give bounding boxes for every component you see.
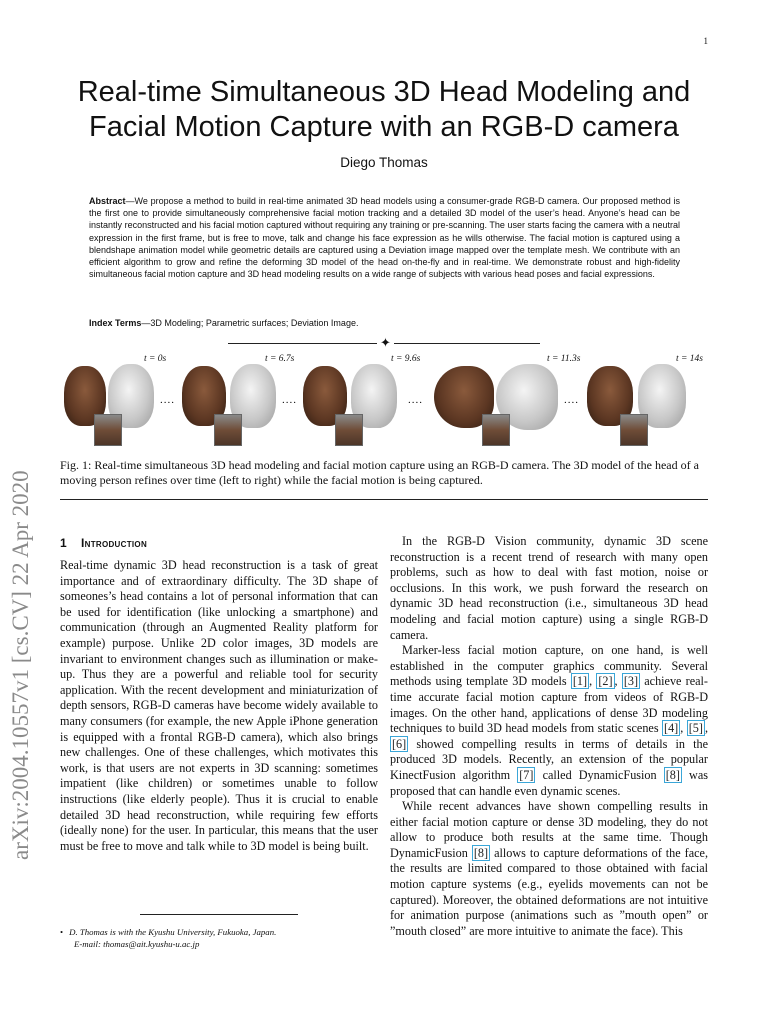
- figure-caption: Fig. 1: Real-time simultaneous 3D head modeling and facial motion capture using an RGB-D camera. The 3D model of the head of a moving person refines over time (left to right) while the facial motion is being captured.: [60, 458, 699, 487]
- ellipsis-3: ....: [564, 394, 579, 406]
- p2-text-c: showed compelling results in terms of details in the produced 3D models. Recently, an extension of the popular KinectFusion algorithm: [390, 736, 708, 782]
- footnote-bullet: •: [60, 927, 64, 937]
- ellipsis-1: ....: [282, 394, 297, 406]
- intro-paragraph-1: Real-time dynamic 3D head reconstruction is a task of great importance and of extraordinary difficulty. The 3D shape of someones’s head contains a lot of personal information that can be used for identification (like unlocking a smartphone) and communication (through an Augmented Reality platform for example) purpose. Unlike 2D color images, 3D models are invariant to environment changes such as illumination or make-up. Thus they are a powerful and reliable tool for security application. With the recent development and miniaturization of depth sensors, RGB-D cameras have become widely available to many consumers (for example, the new Apple iPhone generation is equipped with a frontal RGB-D camera), which also brings new challenges. One of these challenges, which motivates this work, is that users are not experts in 3D scanning: sometimes impatient (like children) or sometimes unable to follow instructions (like elderly people). Thus it is crucial to enable detailed 3D head reconstruction, while requiring few efforts (ideally none) for the user. In particular, this means that the user must be free to move and talk while to 3D model is being built.: [60, 558, 378, 853]
- citation-1-link[interactable]: [1]: [572, 674, 588, 689]
- citation-5-link[interactable]: [5]: [688, 721, 703, 736]
- depth-inset-0: [94, 414, 122, 446]
- index-terms-label: Index Terms: [89, 318, 142, 328]
- abstract: [89, 195, 680, 280]
- footnote-rule: [140, 914, 298, 915]
- page-number: 1: [703, 36, 708, 46]
- footnote-line-2: E-mail: thomas@ait.kyushu-u.ac.jp: [74, 939, 200, 949]
- ellipsis-2: ....: [408, 394, 423, 406]
- section-title: Introduction: [80, 536, 148, 550]
- figure-1: [60, 352, 708, 452]
- citation-2-link[interactable]: [2]: [598, 674, 613, 689]
- arxiv-identifier-stamp: arXiv:2004.10557v1 [cs.CV] 22 Apr 2020: [8, 470, 33, 860]
- right-paragraph-2: Marker-less facial motion capture, on one hand, is well established in the computer graphics community. Several methods using template 3D models [1] , [2] , [3] achieve real-time accurate facial motion capture from videos of RGB-D images. On the other hand, applications of dense 3D modeling techniques to build 3D head models from static scenes [4] , [5] , [6] showed compelling results in terms of details in the produced 3D models. Recently, an extension of the popular KinectFusion algorithm [7] called DynamicFusion [8] was proposed that can handle even dynamic scenes.: [390, 643, 708, 798]
- time-label-4: t = 14s: [676, 354, 703, 364]
- figure-bottom-rule: [60, 499, 708, 500]
- section-heading: [60, 536, 147, 550]
- right-paragraph-1: In the RGB-D Vision community, dynamic 3D scene reconstruction is a recent trend of research with many open problems, such as how to deal with fast motion, noise or occlusions. In this work, we push forward the research on dynamic 3D head reconstruction (i.e., simultaneous 3D head modeling and facial motion capture) using a single RGB-D camera.: [390, 534, 708, 642]
- p2-text-a: Marker-less facial motion capture, on one hand, is well established in the computer graphics community. Several methods using template 3D models: [390, 643, 708, 689]
- author-name: Diego Thomas: [340, 155, 428, 170]
- depth-inset-4: [620, 414, 648, 446]
- right-paragraph-3: [390, 799, 708, 939]
- citation-8b-link[interactable]: [8]: [473, 845, 489, 860]
- section-number: 1: [60, 536, 67, 550]
- depth-inset-2: [335, 414, 363, 446]
- abstract-text: —We propose a method to build in real-time animated 3D head models using a consumer-grade RGB-D camera. Our proposed method is the first one to provide simultaneously comprehensive facial motion tracking and a detailed 3D model of the user’s head. Anyone’s head can be instantly reconstructed and his facial motion captured without requiring any training or pre-scanning. The user starts facing the camera with a neutral expression in the first frame, but is free to move, talk and change his face expression as he wills otherwise. The facial motion is captured using a blendshape animation model while geometric details are captured using a Deviation image mapped over the template mesh. We contribute with an efficient algorithm to grow and refine the deforming 3D model of the head on-the-fly and in real-time. We demonstrate robust and high-fidelity simultaneous facial motion capture and 3D head modeling results on a wide range of subjects with various head poses and facial expressions.: [89, 196, 680, 280]
- depth-inset-1: [214, 414, 242, 446]
- p3-text-a: While recent advances have shown compelling results in either facial motion capture or dense 3D modeling, they do not allow to produce both results at the same time. Though DynamicFusion: [390, 799, 708, 860]
- citation-8-link[interactable]: [8]: [665, 767, 680, 782]
- ellipsis-0: ....: [160, 394, 175, 406]
- p3-text-b: allows to capture deformations of the face, the results are limited compared to those obtained with facial motion capture systems (e.g., eyelids movements can not be captured). Moreover, the obtained deformations are not intuitive for animation purpose (animations such as ”mouth open” or ”mouth closed” are more intuitive to animate the face). This: [390, 845, 708, 938]
- right-column: [390, 534, 708, 939]
- time-label-1: t = 6.7s: [265, 354, 295, 364]
- time-label-0: t = 0s: [144, 354, 167, 364]
- citation-7-link[interactable]: [7]: [519, 767, 534, 782]
- index-terms: [89, 318, 680, 328]
- time-label-2: t = 9.6s: [391, 354, 421, 364]
- p2-text-d: called DynamicFusion: [535, 767, 664, 782]
- footnote-line-1: D. Thomas is with the Kyushu University, Fukuoka, Japan.: [69, 927, 277, 937]
- citation-6-link[interactable]: [6]: [392, 736, 407, 751]
- paper-title: Real-time Simultaneous 3D Head Modeling and Facial Motion Capture with an RGB-D camera: [77, 76, 691, 143]
- author-footnote: [60, 926, 378, 950]
- citation-3-link[interactable]: [3]: [623, 674, 639, 689]
- time-label-3: t = 11.3s: [547, 354, 581, 364]
- depth-inset-3: [482, 414, 510, 446]
- index-terms-text: —3D Modeling; Parametric surfaces; Deviation Image.: [141, 318, 359, 328]
- p2-text-e: was proposed that can handle even dynamic scenes.: [390, 767, 708, 798]
- citation-4-link[interactable]: [4]: [664, 721, 679, 736]
- left-column: [60, 558, 378, 854]
- separator-diamond-icon: ✦: [377, 336, 394, 350]
- p2-text-b: achieve real-time accurate facial motion capture from videos of RGB-D images. On the other hand, applications of dense 3D modeling techniques to build 3D head models from static scenes: [390, 674, 708, 736]
- abstract-label: Abstract: [89, 196, 126, 206]
